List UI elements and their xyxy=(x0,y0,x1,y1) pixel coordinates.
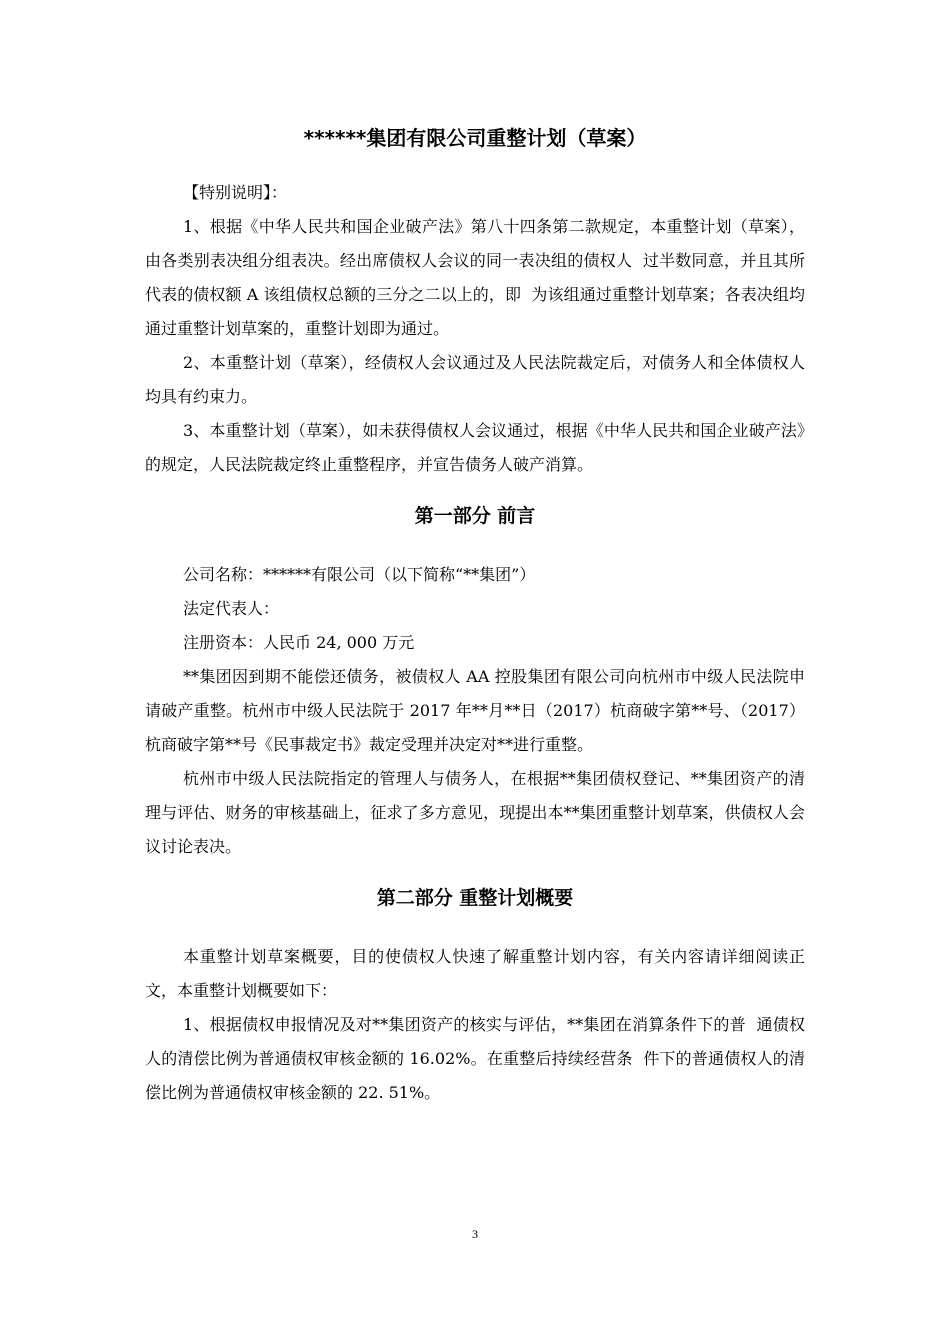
body-paragraph: **集团因到期不能偿还债务，被债权人 AA 控股集团有限公司向杭州市中级人民法院申请破产重整。杭州市中级人民法院于 2017 年**月**日（2017）杭商破字第**号、（2017）杭商破字第**号《民事裁定书》裁定受理并决定对**进行重整。 xyxy=(145,667,805,754)
body-paragraph: 1、根据债权申报情况及对**集团资产的核实与评估，**集团在消算条件下的普 通债权人的清偿比例为普通债权审核金额的 16.02%。在重整后持续经营条 件下的普通债权人的清偿比例为普通债权审核金额的 22. 51%。 xyxy=(145,1015,805,1102)
document-title: ******集团有限公司重整计划（草案） xyxy=(303,126,647,150)
body-paragraph: 本重整计划草案概要，目的使债权人快速了解重整计划内容，有关内容请详细阅读正文，本重整计划概要如下： xyxy=(145,947,805,1000)
special-note-item: 2、本重整计划（草案），经债权人会议通过及人民法院裁定后，对债务人和全体债权人均具有约束力。 xyxy=(145,353,805,406)
section-heading-part1: 第一部分 前言 xyxy=(414,505,536,527)
page-number: 3 xyxy=(472,1227,478,1241)
legal-representative-line: 法定代表人： xyxy=(183,599,280,618)
special-notes-heading: 【特别说明】： xyxy=(183,183,288,202)
body-paragraph: 杭州市中级人民法院指定的管理人与债务人，在根据**集团债权登记、**集团资产的清理与评估、财务的审核基础上，征求了多方意见，现提出本**集团重整计划草案，供债权人会议讨论表决。 xyxy=(145,769,805,856)
section-heading-part2: 第二部分 重整计划概要 xyxy=(376,887,574,909)
special-note-item: 3、本重整计划（草案），如未获得债权人会议通过，根据《中华人民共和国企业破产法》的规定，人民法院裁定终止重整程序，并宣告债务人破产消算。 xyxy=(145,421,805,474)
registered-capital-line: 注册资本：人民币 24, 000 万元 xyxy=(183,633,415,652)
special-note-item: 1、根据《中华人民共和国企业破产法》第八十四条第二款规定，本重整计划（草案），由各类别表决组分组表决。经出席债权人会议的同一表决组的债权人 过半数同意，并且其所代表的债权额 A 该组债权总额的三分之二以上的，即 为该组通过重整计划草案；各表决组均通过重整计划草案的，重整计划即为通过。 xyxy=(145,217,805,338)
document-body xyxy=(145,118,805,1110)
company-name-line: 公司名称：******有限公司（以下简称“**集团”） xyxy=(183,565,536,584)
